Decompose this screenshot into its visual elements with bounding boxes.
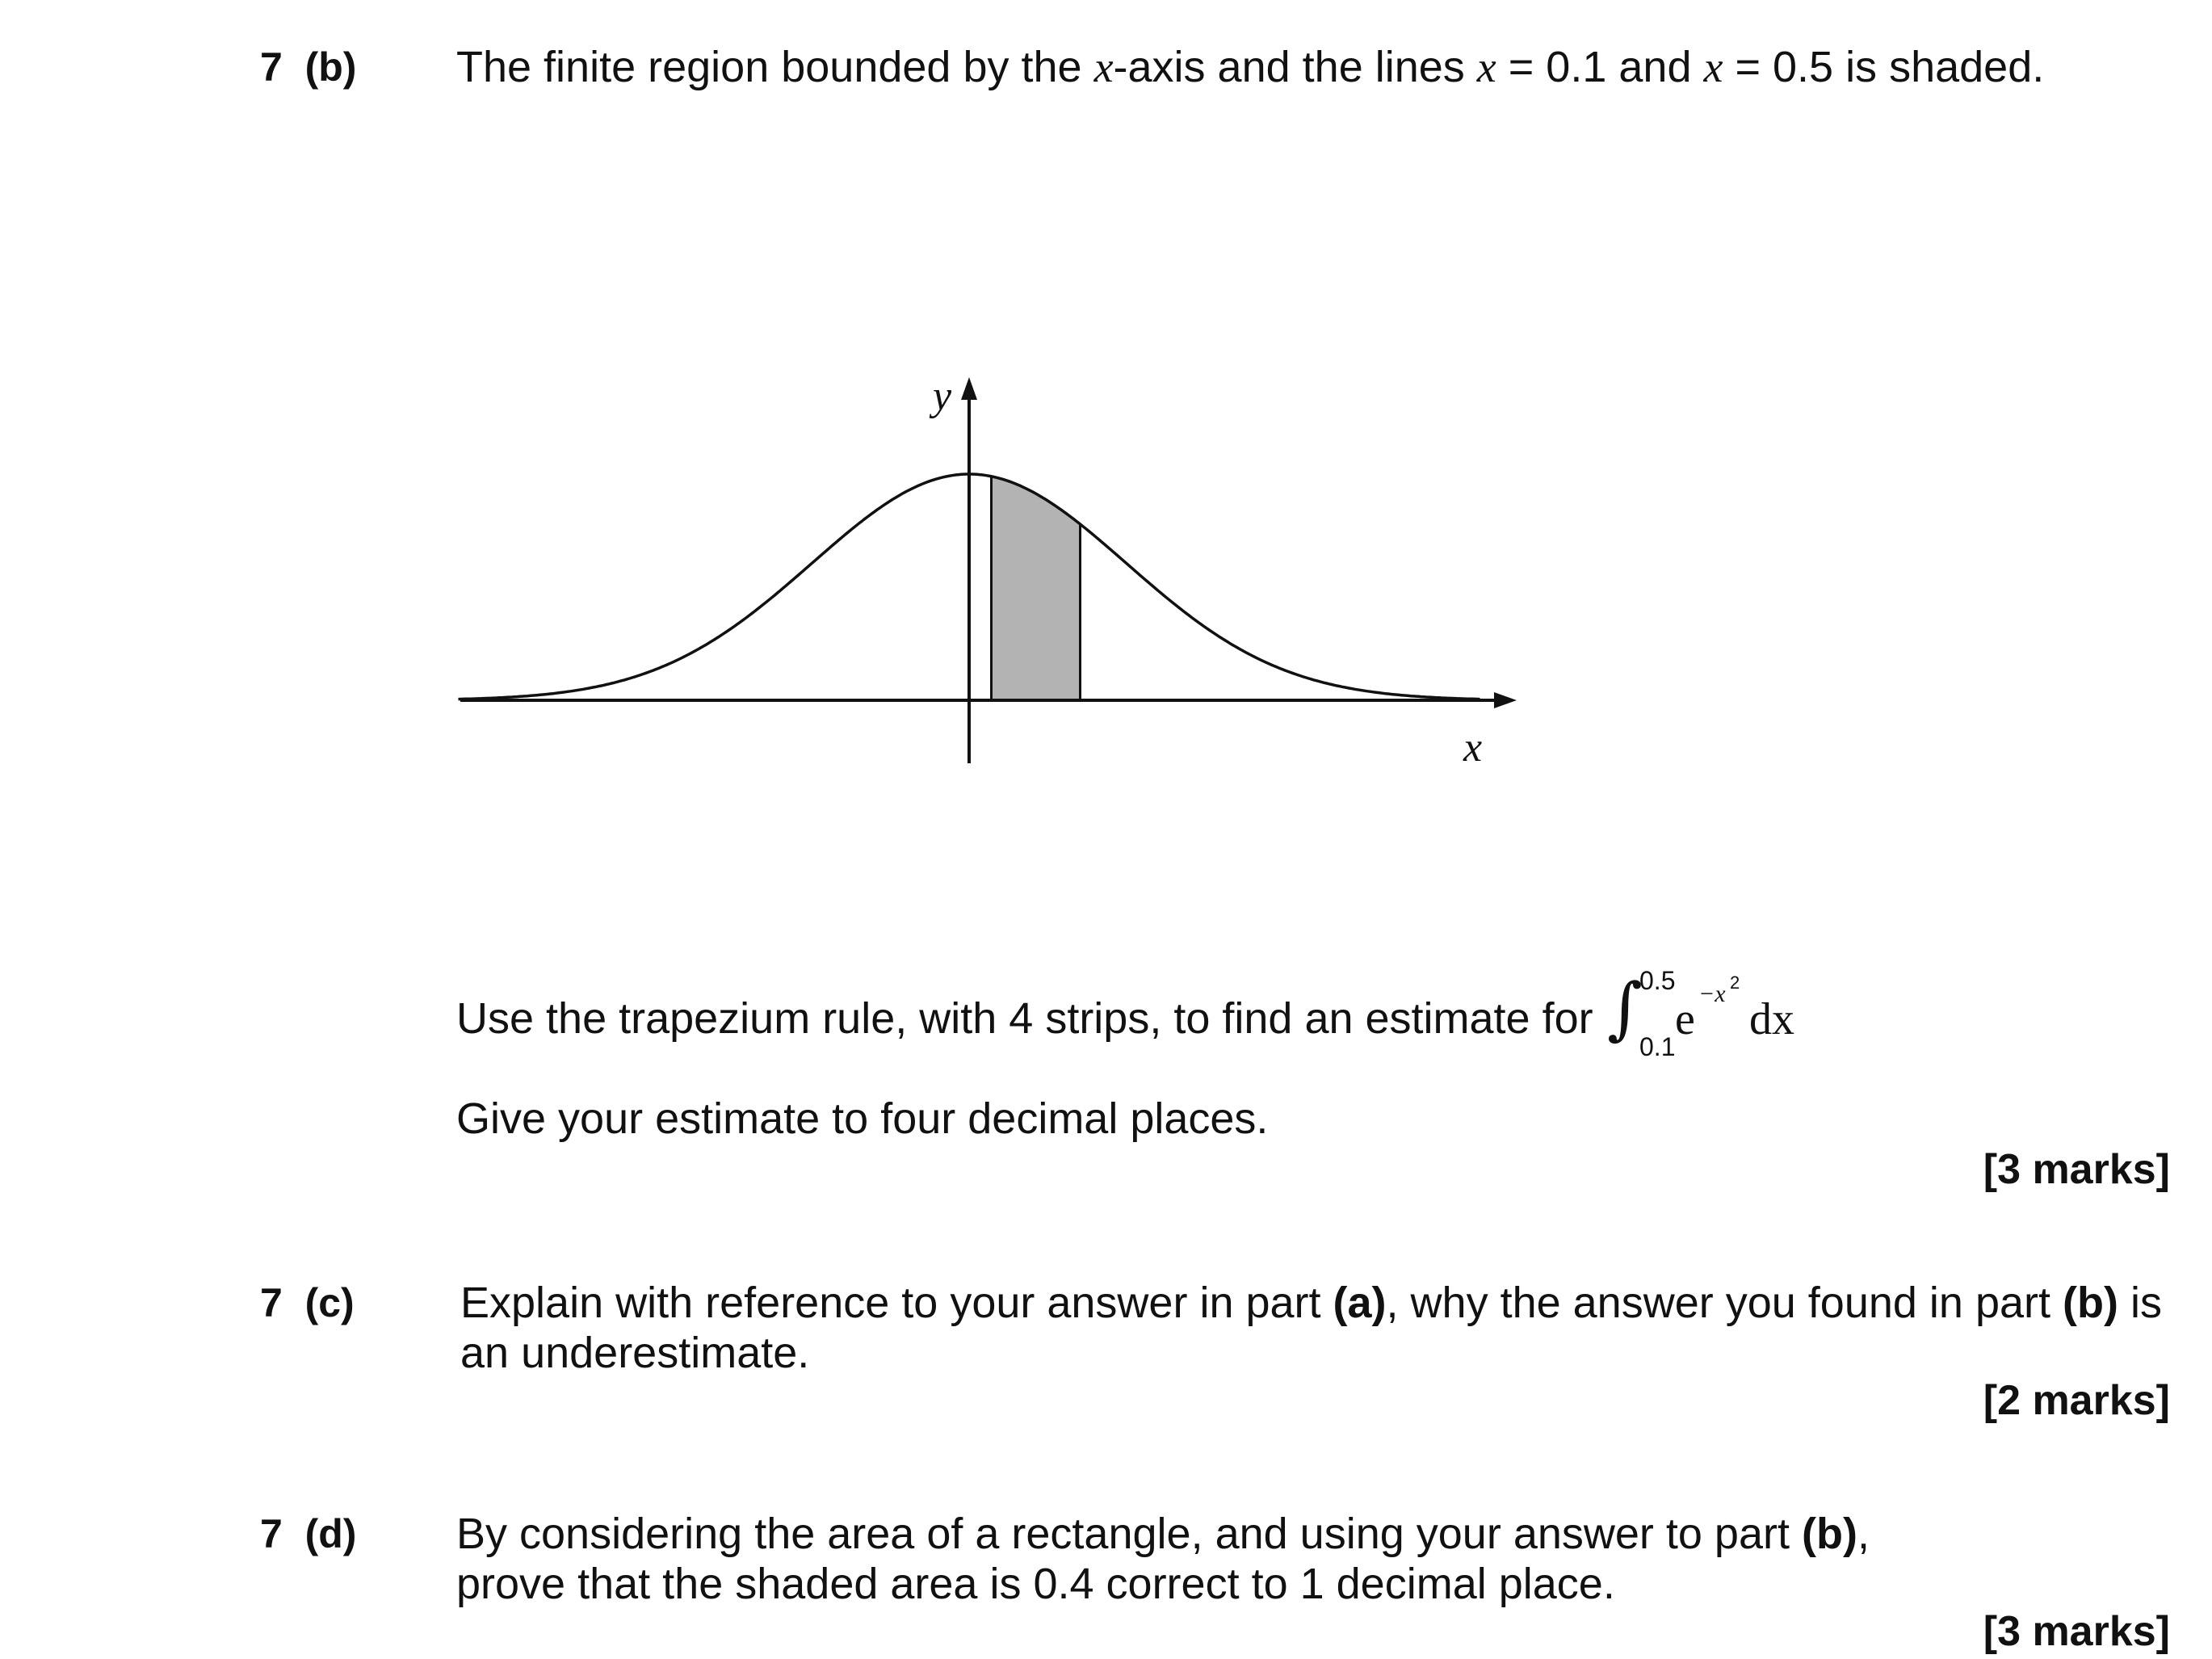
stem-text: Explain with reference to your answer in part xyxy=(460,1279,1333,1327)
part-reference: (b) xyxy=(1801,1510,1857,1558)
stem-text: , why the answer you found in part xyxy=(1386,1279,2063,1327)
curve-figure xyxy=(452,368,1518,788)
stem-text: is xyxy=(2118,1279,2162,1327)
stem-text: = 0.5 is shaded. xyxy=(1723,43,2045,91)
part-reference: (b) xyxy=(2063,1279,2118,1327)
question-7b-stem xyxy=(456,42,2044,92)
y-axis-label: y xyxy=(933,373,952,419)
upper-limit: 0.5 xyxy=(1639,966,1676,995)
var-x: x xyxy=(1476,43,1496,91)
question-number-7d: 7 (d) xyxy=(260,1511,357,1556)
x-axis-label: x xyxy=(1463,724,1483,771)
x-axis-arrow xyxy=(1494,692,1517,708)
exponential-base: e xyxy=(1675,994,1695,1044)
question-7c-line1 xyxy=(460,1278,2162,1328)
stem-text: By considering the area of a rectangle, and using your answer to part xyxy=(456,1510,1802,1558)
differential: dx xyxy=(1749,994,1794,1044)
question-number-7c: 7 (c) xyxy=(260,1280,355,1325)
decimal-places-instruction: Give your estimate to four decimal places. xyxy=(456,1094,1269,1143)
trapezium-instruction: Use the trapezium rule, with 4 strips, to find an estimate for xyxy=(456,994,1593,1043)
var-x: x xyxy=(1703,43,1723,91)
marks-7c: [2 marks] xyxy=(1983,1377,2170,1424)
shaded-region xyxy=(992,477,1081,700)
exponent: −x xyxy=(1698,981,1726,1007)
stem-text: , xyxy=(1857,1510,1870,1558)
y-axis-arrow xyxy=(961,377,977,400)
exponent-power: 2 xyxy=(1730,972,1740,993)
question-7c-line2: an underestimate. xyxy=(460,1329,810,1377)
integral-expression xyxy=(1607,968,1817,1065)
part-reference: (a) xyxy=(1333,1279,1387,1327)
question-number-7b: 7 (b) xyxy=(260,44,357,90)
stem-text: = 0.1 and xyxy=(1496,43,1704,91)
lower-limit: 0.1 xyxy=(1639,1032,1676,1061)
integral-sign: ∫ xyxy=(1607,968,1643,1048)
marks-7d: [3 marks] xyxy=(1983,1608,2170,1655)
stem-text: The finite region bounded by the xyxy=(456,43,1094,91)
question-7d-line2: prove that the shaded area is 0.4 correct to 1 decimal place. xyxy=(456,1560,1615,1608)
marks-7b: [3 marks] xyxy=(1983,1146,2170,1193)
question-7d-line1 xyxy=(456,1509,1870,1559)
var-x: x xyxy=(1093,43,1114,91)
stem-text: -axis and the lines xyxy=(1113,43,1477,91)
